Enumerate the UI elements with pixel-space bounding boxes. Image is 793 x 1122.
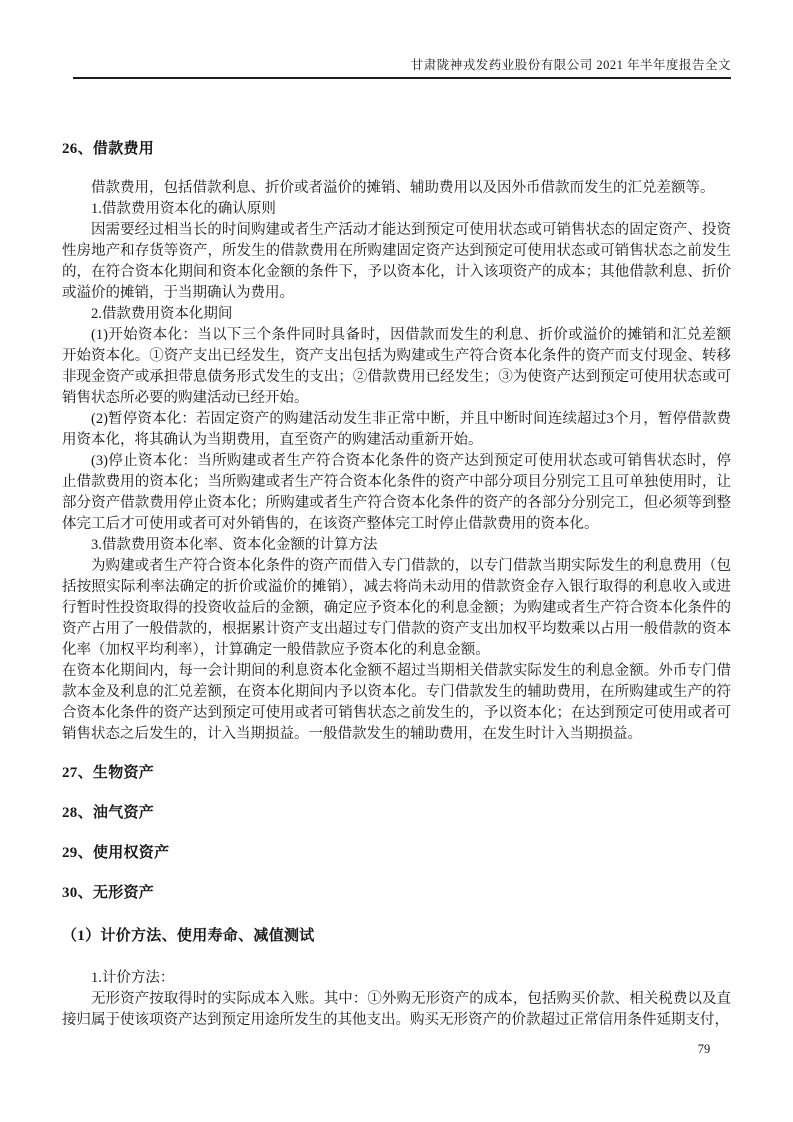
section-26-heading: 26、借款费用 [62,141,155,157]
paragraph-valuation-method-title: 1.计价方法： [91,970,175,986]
paragraph-capitalization-stop: (3)停止资本化：当所购建或者生产符合资本化条件的资产达到预定可使用状态或可销售状态时，停止借款费用的资本化；当所购建或者生产符合资本化条件的资产中部分项目分别完工且可单独使用时，让部分资产借款费用停止资本化；所购建或者生产符合资本化条件的资产的各部分分别完工，但必须等到整体完工后才可使用或者可对外销售的，在该资产整体完工时停止借款费用的资本化。 [62,453,731,532]
section-30-sub-heading: （1）计价方法、使用寿命、减值测试 [62,928,315,944]
document-content [62,141,731,1031]
paragraph-capitalization-principle-body: 因需要经过相当长的时间购建或者生产活动才能达到预定可使用状态或可销售状态的固定资产、投资性房地产和存货等资产，所发生的借款费用在所购建固定资产达到预定可使用状态或可销售状态之前发生的，在符合资本化期间和资本化金额的条件下，予以资本化，计入该项资产的成本；其他借款利息、折价或溢价的摊销，于当期确认为费用。 [62,222,731,301]
page-number: 79 [697,1042,711,1056]
section-29-heading: 29、使用权资产 [62,845,170,861]
paragraph-capitalization-start: (1)开始资本化：当以下三个条件同时具备时，因借款而发生的利息、折价或溢价的摊销和汇兑差额开始资本化。①资产支出已经发生，资产支出包括为购建或生产符合资本化条件的资产而支付现金、转移非现金资产或承担带息债务形式发生的支出；②借款费用已经发生；③为使资产达到预定可使用状态或可销售状态所必要的购建活动已经开始。 [62,327,731,406]
section-27-heading: 27、生物资产 [62,765,155,781]
paragraph-capitalization-period-title: 2.借款费用资本化期间 [91,306,233,322]
section-28-heading: 28、油气资产 [62,805,155,821]
paragraph-valuation-method-body: 无形资产按取得时的实际成本入账。其中：①外购无形资产的成本，包括购买价款、相关税费以及直接归属于使该项资产达到预定用途所发生的其他支出。购买无形资产的价款超过正常信用条件延期支付， [62,991,731,1028]
paragraph-borrowing-costs-intro: 借款费用，包括借款利息、折价或者溢价的摊销、辅助费用以及因外币借款而发生的汇兑差额等。 [91,180,715,196]
page-header [73,57,731,79]
section-30-heading: 30、无形资产 [62,885,155,901]
paragraph-capitalization-rate-title: 3.借款费用资本化率、资本化金额的计算方法 [91,537,378,553]
report-title: 甘肃陇神戎发药业股份有限公司 2021 年半年度报告全文 [410,58,731,72]
paragraph-capitalization-suspend: (2)暂停资本化：若固定资产的购建活动发生非正常中断，并且中断时间连续超过3个月，暂停借款费用资本化，将其确认为当期费用，直至资产的购建活动重新开始。 [62,411,731,448]
paragraph-capitalization-limit: 在资本化期间内，每一会计期间的利息资本化金额不超过当期相关借款实际发生的利息金额。外币专门借款本金及利息的汇兑差额，在资本化期间内予以资本化。专门借款发生的辅助费用，在所购建或生产的符合资本化条件的资产达到预定可使用或者可销售状态之前发生的，予以资本化；在达到预定可使用或者可销售状态之后发生的，计入当期损益。一般借款发生的辅助费用，在发生时计入当期损益。 [62,663,731,742]
paragraph-capitalization-rate-body: 为购建或者生产符合资本化条件的资产而借入专门借款的，以专门借款当期实际发生的利息费用（包括按照实际利率法确定的折价或溢价的摊销），减去将尚未动用的借款资金存入银行取得的利息收入或进行暂时性投资取得的投资收益后的金额，确定应予资本化的利息金额；为购建或者生产符合资本化条件的资产占用了一般借款的，根据累计资产支出超过专门借款的资产支出加权平均数乘以占用一般借款的资本化率（加权平均利率），计算确定一般借款应予资本化的利息金额。 [62,558,731,658]
paragraph-capitalization-principle-title: 1.借款费用资本化的确认原则 [91,201,276,217]
